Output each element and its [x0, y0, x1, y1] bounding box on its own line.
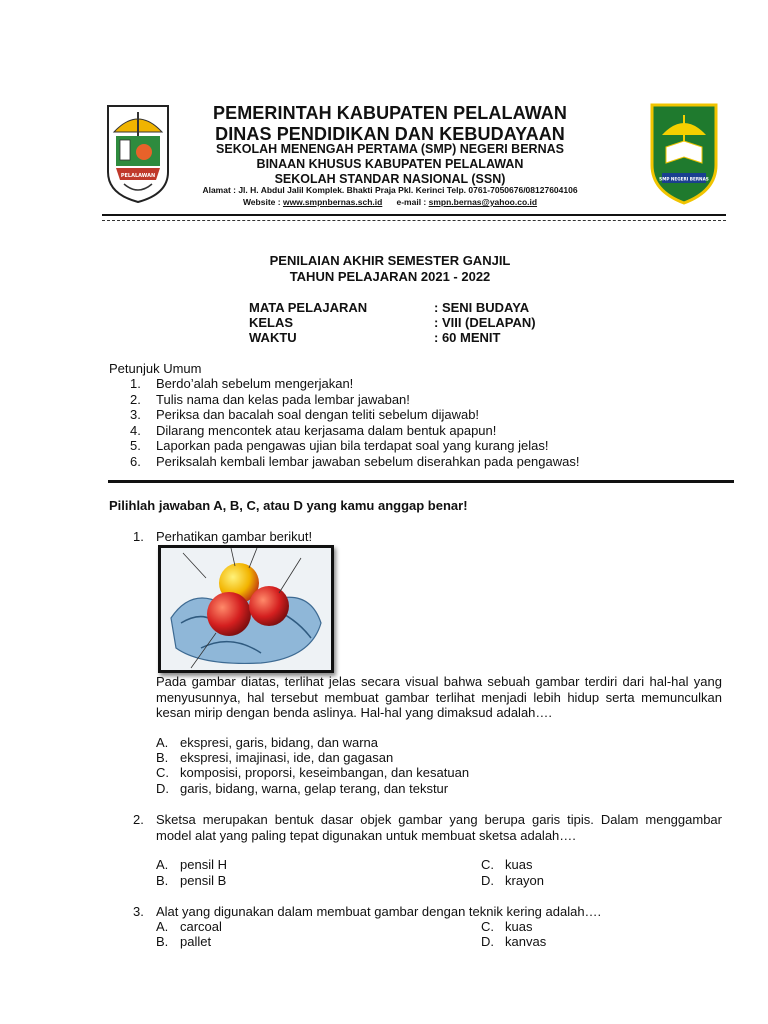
question-2-option-c[interactable]: C. kuas	[481, 857, 533, 872]
question-1-number: 1.	[133, 529, 144, 544]
right-logo-text: SMP NEGERI BERNAS	[659, 176, 709, 182]
question-1-option-a[interactable]: A. ekspresi, garis, bidang, dan warna	[156, 735, 379, 750]
instruction-item: 3. Periksa dan bacalah soal dengan teliti sebelum dijawab!	[130, 407, 480, 422]
question-2-number: 2.	[133, 812, 144, 827]
header-line-5: SEKOLAH STANDAR NASIONAL (SSN)	[274, 172, 506, 186]
question-1-option-c[interactable]: C. komposisi, proporsi, keseimbangan, dan kesatuan	[156, 765, 470, 780]
email-link[interactable]: smpn.bernas@yahoo.co.id	[428, 197, 538, 207]
question-2-option-a[interactable]: A. pensil H	[156, 857, 227, 872]
question-3-option-b[interactable]: B. pallet	[156, 934, 212, 949]
header-line-4: BINAAN KHUSUS KABUPATEN PELALAWAN	[256, 157, 524, 171]
question-2-option-b[interactable]: B. pensil B	[156, 873, 227, 888]
subject-label: MATA PELAJARAN	[249, 300, 368, 315]
subject-value: : SENI BUDAYA	[434, 300, 530, 315]
instruction-item: 6. Periksalah kembali lembar jawaban sebelum diserahkan pada pengawas!	[130, 453, 580, 469]
header-line-3: SEKOLAH MENENGAH PERTAMA (SMP) NEGERI BERNAS	[216, 142, 564, 156]
section-heading: Pilihlah jawaban A, B, C, atau D yang kamu anggap benar!	[109, 498, 468, 513]
question-1-option-d[interactable]: D. garis, bidang, warna, gelap terang, dan tekstur	[156, 781, 449, 796]
class-label: KELAS	[249, 315, 294, 330]
instruction-item: 2. Tulis nama dan kelas pada lembar jawaban!	[130, 391, 410, 407]
question-3-text: Alat yang digunakan dalam membuat gambar dengan teknik kering adalah….	[156, 904, 602, 919]
question-1-text: Pada gambar diatas, terlihat jelas secara visual bahwa sebuah gambar terdiri dari hal-hal yang menyusunnya, hal tersebut membuat gambar terlihat menjadi lebih hidup serta memunculkan kesan mirip dengan benda aslinya. Hal-hal yang dimaksud adalah….	[156, 674, 722, 720]
school-emblem	[648, 101, 720, 205]
instruction-item: 1. Berdo’alah sebelum mengerjakan!	[130, 376, 354, 391]
question-3-option-d[interactable]: D. kanvas	[481, 934, 547, 949]
apples-painting	[158, 545, 334, 673]
left-logo-text: PELALAWAN	[120, 173, 156, 179]
instructions-list	[130, 376, 579, 469]
header-dashed-rule	[102, 220, 726, 221]
header-address: Alamat : Jl. H. Abdul Jalil Komplek. Bhakti Praja Pkl. Kerinci Telp. 0761-7050676/08127604106	[202, 185, 578, 195]
header-line-2: DINAS PENDIDIKAN DAN KEBUDAYAAN	[215, 124, 565, 144]
time-label: WAKTU	[249, 330, 297, 345]
question-3-number: 3.	[133, 904, 144, 919]
email-label: e-mail :	[396, 197, 427, 207]
instruction-item: 5. Laporkan pada pengawas ujian bila terdapat soal yang kurang jelas!	[130, 438, 549, 453]
instruction-item: 4. Dilarang mencontek atau kerjasama dalam bentuk apapun!	[130, 422, 497, 438]
section-divider	[108, 480, 734, 483]
header-contact	[180, 197, 600, 207]
website-label: Website :	[242, 197, 281, 207]
question-3-option-a[interactable]: A. carcoal	[156, 919, 222, 934]
website-link[interactable]: www.smpnbernas.sch.id	[282, 197, 383, 207]
question-1-intro: Perhatikan gambar berikut!	[156, 529, 313, 544]
instructions-heading: Petunjuk Umum	[109, 361, 202, 376]
header-rule	[102, 214, 726, 216]
class-value: : VIII (DELAPAN)	[434, 315, 536, 330]
exam-year: TAHUN PELAJARAN 2021 - 2022	[289, 269, 491, 284]
time-value: : 60 MENIT	[434, 330, 501, 345]
question-2-option-d[interactable]: D. krayon	[481, 873, 545, 888]
exam-title: PENILAIAN AKHIR SEMESTER GANJIL	[269, 253, 511, 268]
question-3-option-c[interactable]: C. kuas	[481, 919, 533, 934]
header-line-1: PEMERINTAH KABUPATEN PELALAWAN	[213, 103, 567, 123]
question-2-text: Sketsa merupakan bentuk dasar objek gambar yang berupa garis tipis. Dalam menggambar model alat yang paling tepat digunakan untuk membuat sketsa adalah….	[156, 812, 722, 843]
question-1-option-b[interactable]: B. ekspresi, imajinasi, ide, dan gagasan	[156, 750, 394, 765]
